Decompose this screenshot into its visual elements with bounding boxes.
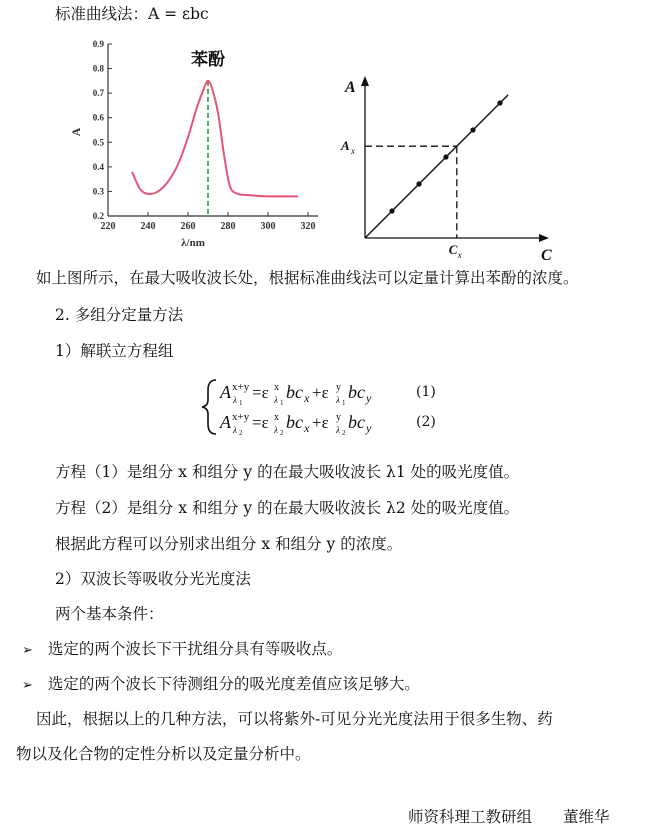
y-axis-label: A [345,79,356,96]
x-tick-label: 300 [260,221,276,232]
bullet-text: 选定的两个波长下干扰组分具有等吸收点。 [47,640,343,658]
equation-number-2: (2) [416,414,436,430]
svg-text:2: 2 [280,429,284,437]
bullet-item [22,639,342,661]
calibration-point [416,181,421,186]
bullet-item [22,674,420,696]
svg-text:A: A [220,382,231,402]
x-tick-label: 280 [220,221,236,232]
x-axis-label: λ/nm [181,237,205,249]
calibration-point [470,127,475,132]
svg-text:=ε: =ε [252,413,269,432]
bullet-text: 选定的两个波长下待测组分的吸光度差值应该足够大。 [47,675,420,693]
y-tick-label: 0.9 [92,39,104,49]
cx-label-subscript: x [457,250,462,260]
calibration-point [389,208,394,213]
svg-text:1: 1 [239,399,243,407]
calibration-curve-chart [335,70,565,270]
x-tick-label: 320 [300,221,316,232]
calibration-point [443,154,448,159]
section-heading-multicomponent: 2. 多组分定量方法 [55,306,184,324]
equation-1-description: 方程（1）是组分 x 和组分 y 的在最大吸收波长 λ1 处的吸光度值。 [55,463,520,481]
y-tick-label: 0.2 [92,211,104,221]
svg-text:x: x [274,412,279,423]
svg-text:bc: bc [286,412,303,432]
cx-label: C [448,242,458,257]
svg-text:y: y [336,382,341,393]
calibration-point [497,100,502,105]
x-tick-label: 260 [180,221,196,232]
y-axis-arrow-icon [361,76,369,86]
x-tick-label: 220 [100,221,116,232]
y-tick-label: 0.7 [92,88,104,99]
svg-text:+ε: +ε [312,413,329,432]
svg-text:λ: λ [233,395,237,405]
equation-2-description: 方程（2）是组分 x 和组分 y 的在最大吸收波长 λ2 处的吸光度值。 [55,499,520,517]
y-tick-label: 0.4 [92,161,104,172]
absorption-curve [132,81,298,197]
svg-text:x: x [304,391,310,405]
svg-text:x: x [274,382,279,393]
svg-text:y: y [336,412,341,423]
arrow-bullet-icon: ➢ [22,643,33,658]
subsection-dual-wavelength: 2）双波长等吸收分光光度法 [55,570,251,588]
svg-text:λ: λ [233,425,237,435]
absorption-spectrum-chart [66,36,326,256]
ax-label: A [341,138,350,154]
svg-text:bc: bc [348,382,365,402]
paragraph-standard-curve: 如上图所示，在最大吸收波长处，根据标准曲线法可以定量计算出苯酚的浓度。 [36,269,579,287]
svg-text:λ: λ [274,425,278,435]
arrow-bullet-icon: ➢ [22,678,33,693]
conclusion-line-2: 物以及化合物的定性分析以及定量分析中。 [16,745,311,763]
y-axis-label: A [69,127,83,137]
svg-text:x: x [304,421,310,435]
svg-text:=ε: =ε [252,383,269,402]
x-axis-arrow-icon [539,234,549,242]
calibration-line [365,95,508,238]
svg-text:bc: bc [348,412,365,432]
equation-number-1: (1) [416,384,436,400]
equation-system [200,372,460,442]
svg-text:+ε: +ε [312,383,329,402]
y-tick-label: 0.6 [92,112,104,123]
signature: 师资科理工教研组 董维华 [408,808,610,826]
svg-text:2: 2 [239,429,243,437]
svg-text:1: 1 [280,399,284,407]
conditions-title: 两个基本条件： [55,605,164,623]
subsection-simultaneous-equations: 1）解联立方程组 [55,342,174,360]
x-axis-label: C [541,247,552,264]
ax-label-subscript: x [351,146,355,157]
heading: 标准曲线法：A = εbc [55,5,209,23]
y-tick-label: 0.3 [92,186,104,197]
svg-text:2: 2 [342,429,346,437]
svg-text:y: y [366,391,372,405]
svg-text:1: 1 [342,399,346,407]
svg-text:x+y: x+y [232,411,250,423]
svg-text:y: y [366,421,372,435]
conclusion-line-1: 因此，根据以上的几种方法，可以将紫外-可见分光光度法用于很多生物、药 [36,710,553,728]
svg-text:bc: bc [286,382,303,402]
svg-text:x+y: x+y [232,381,250,393]
equation-solve-text: 根据此方程可以分别求出组分 x 和组分 y 的浓度。 [55,535,403,553]
y-tick-label: 0.5 [92,137,104,148]
svg-text:A: A [220,412,231,432]
y-tick-label: 0.8 [92,63,104,74]
svg-text:λ: λ [274,395,278,405]
svg-text:λ: λ [336,425,340,435]
x-tick-label: 240 [140,221,156,232]
peak-annotation-phenol: 苯酚 [191,49,225,70]
svg-text:λ: λ [336,395,340,405]
